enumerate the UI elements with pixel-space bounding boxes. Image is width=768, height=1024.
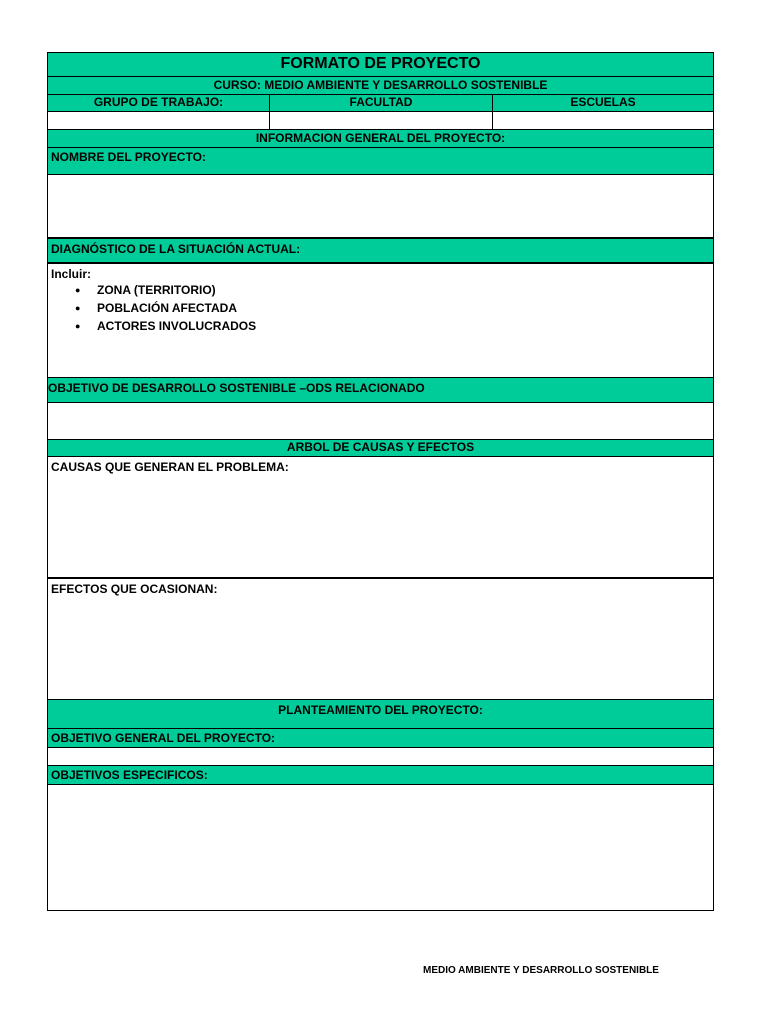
- group-field[interactable]: [48, 112, 270, 129]
- approach-label: PLANTEAMIENTO DEL PROYECTO:: [48, 700, 713, 729]
- general-objective-label: OBJETIVO GENERAL DEL PROYECTO:: [48, 729, 713, 748]
- specific-objectives-field[interactable]: [48, 785, 713, 910]
- group-header: GRUPO DE TRABAJO:: [48, 95, 270, 111]
- effects-field[interactable]: [48, 579, 713, 700]
- schools-header: ESCUELAS: [570, 95, 636, 109]
- course-label: CURSO: MEDIO AMBIENTE Y DESARROLLO SOSTENIBLE: [48, 77, 713, 95]
- ods-field[interactable]: [48, 403, 713, 440]
- tree-label: ARBOL DE CAUSAS Y EFECTOS: [48, 440, 713, 457]
- project-name-label: NOMBRE DEL PROYECTO:: [48, 148, 713, 175]
- causes-field[interactable]: [48, 457, 713, 579]
- faculty-header: FACULTAD: [270, 95, 493, 111]
- causes-label: CAUSAS QUE GENERAN EL PROBLEMA:: [51, 460, 289, 474]
- list-item: ● ZONA (TERRITORIO): [97, 283, 713, 297]
- list-item: ● ACTORES INVOLUCRADOS: [97, 319, 713, 333]
- project-name-field[interactable]: [48, 175, 713, 239]
- faculty-field[interactable]: [270, 112, 493, 129]
- include-label: Incluir:: [51, 267, 92, 281]
- schools-field[interactable]: [493, 112, 713, 129]
- header-columns: [48, 95, 713, 112]
- diagnosis-label: DIAGNÓSTICO DE LA SITUACIÓN ACTUAL:: [48, 239, 713, 264]
- include-list: [51, 283, 713, 333]
- ods-label: OBJETIVO DE DESARROLLO SOSTENIBLE –ODS RELACIONADO: [48, 378, 713, 403]
- form-title: FORMATO DE PROYECTO: [48, 53, 713, 77]
- specific-objectives-label: OBJETIVOS ESPECIFICOS:: [48, 766, 713, 785]
- project-form: [47, 52, 714, 911]
- general-info-label: INFORMACION GENERAL DEL PROYECTO:: [48, 130, 713, 148]
- effects-label: EFECTOS QUE OCASIONAN:: [51, 582, 218, 596]
- header-inputs-row: [48, 112, 713, 130]
- general-objective-field[interactable]: [48, 748, 713, 766]
- diagnosis-field[interactable]: [48, 264, 713, 378]
- page-footer: MEDIO AMBIENTE Y DESARROLLO SOSTENIBLE: [423, 965, 659, 976]
- list-item: ● POBLACIÓN AFECTADA: [97, 301, 713, 315]
